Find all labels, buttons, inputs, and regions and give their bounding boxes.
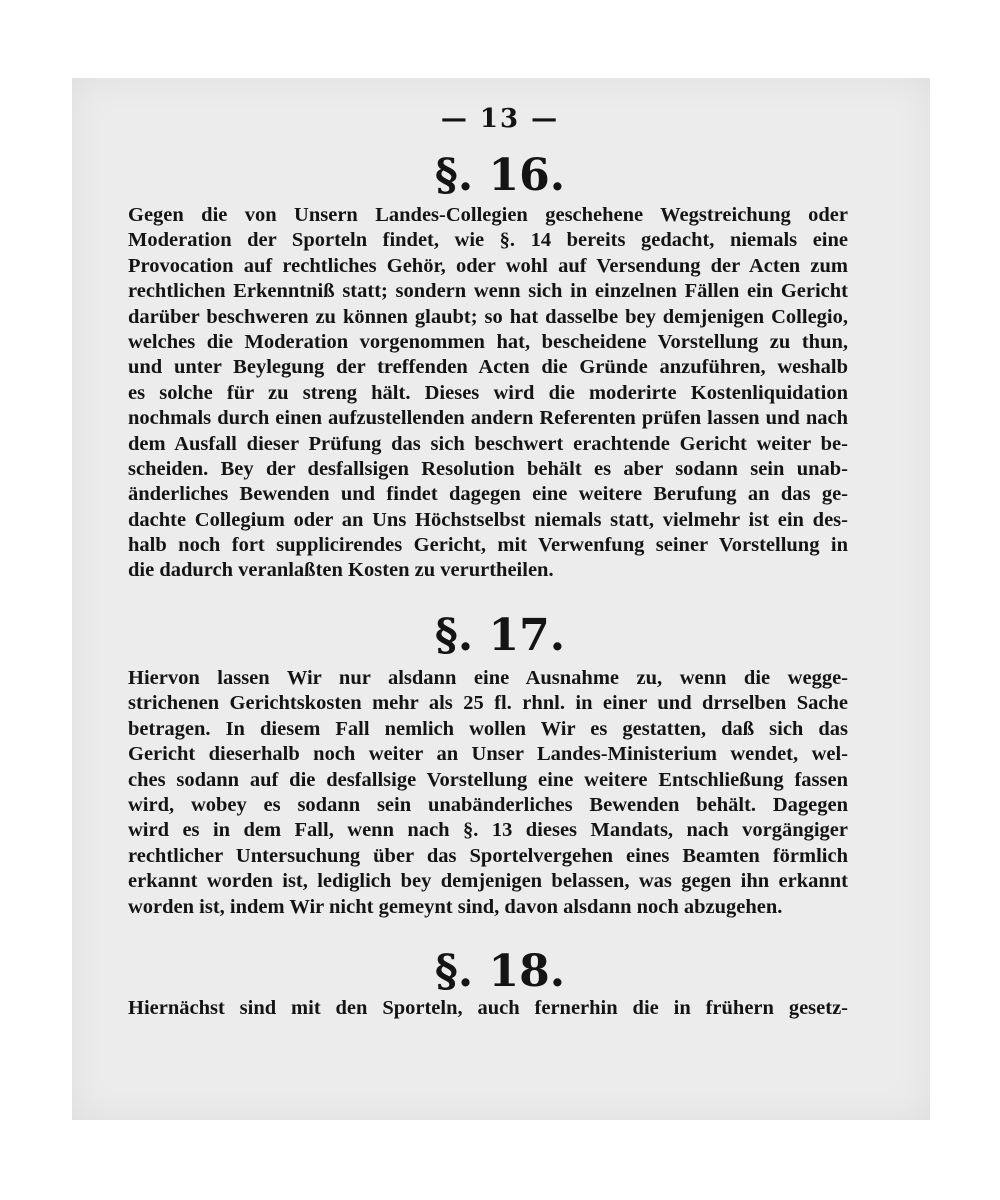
text-line: Provocation auf rechtliches Gehör, oder wohl auf Versendung der Acten zum (128, 254, 848, 277)
section-17-text (128, 666, 848, 920)
text-line: scheiden. Bey der desfallsigen Resolution behält es aber sodann sein unab- (128, 457, 848, 480)
text-line: es solche für zu streng hält. Dieses wird die moderirte Kostenliquidation (128, 381, 848, 404)
text-line: Gegen die von Unsern Landes-Collegien geschehene Wegstreichung oder (128, 204, 848, 226)
text-line: halb noch fort supplicirendes Gericht, mit Verwenfung seiner Vorstellung in (128, 534, 848, 557)
section-heading-18: §. 18. (434, 946, 566, 997)
text-line: darüber beschweren zu können glaubt; so hat dasselbe bey demjenigen Collegio, (128, 305, 848, 328)
text-line: Moderation der Sporteln findet, wie §. 14 bereits gedacht, niemals eine (128, 229, 848, 252)
text-line: Hiernächst sind mit den Sporteln, auch fernerhin die in frühern gesetz- (128, 997, 848, 1019)
section-heading-16: §. 16. (434, 150, 566, 201)
section-16-text (128, 203, 848, 584)
text-line: betragen. In diesem Fall nemlich wollen Wir es gestatten, daß sich das (128, 717, 848, 740)
text-line: worden ist, indem Wir nicht gemeynt sind, davon alsdann noch abzugehen. (128, 895, 783, 918)
text-line: wird es in dem Fall, wenn nach §. 13 dieses Mandats, nach vorgängiger (128, 819, 848, 842)
text-line: Hiervon lassen Wir nur alsdann eine Ausnahme zu, wenn die wegge- (128, 667, 848, 689)
text-line: und unter Beylegung der treffenden Acten die Gründe anzuführen, weshalb (128, 356, 848, 379)
text-line: wird, wobey es sodann sein unabänderliches Bewenden behält. Dagegen (128, 793, 848, 816)
text-line: dachte Collegium oder an Uns Höchstselbst niemals statt, vielmehr ist ein des- (128, 508, 848, 531)
section-heading-17: §. 17. (434, 610, 566, 661)
text-line: Gericht dieserhalb noch weiter an Unser Landes-Ministerium wendet, wel- (128, 743, 848, 766)
text-line: erkannt worden ist, lediglich bey demjenigen belassen, was gegen ihn erkannt (128, 870, 848, 893)
text-line: änderliches Bewenden und findet dagegen eine weitere Berufung an das ge- (128, 483, 848, 506)
section-18-text (128, 996, 848, 1021)
text-line: welches die Moderation vorgenommen hat, bescheidene Vorstellung zu thun, (128, 330, 848, 353)
text-line: die dadurch veranlaßten Kosten zu verurtheilen. (128, 559, 554, 582)
text-line: strichenen Gerichtskosten mehr als 25 fl. rhnl. in einer und drrselben Sache (128, 692, 848, 715)
text-line: nochmals durch einen aufzustellenden andern Referenten prüfen lassen und nach (128, 407, 848, 430)
page-number: — 13 — (440, 104, 560, 134)
text-line: rechtlicher Untersuchung über das Sportelvergehen eines Beamten förmlich (128, 844, 848, 867)
text-line: dem Ausfall dieser Prüfung das sich beschwert erachtende Gericht weiter be- (128, 432, 848, 455)
text-line: ches sodann auf die desfallsige Vorstellung eine weitere Entschließung fassen (128, 768, 848, 791)
text-line: rechtlichen Erkenntniß statt; sondern wenn sich in einzelnen Fällen ein Gericht (128, 280, 848, 303)
